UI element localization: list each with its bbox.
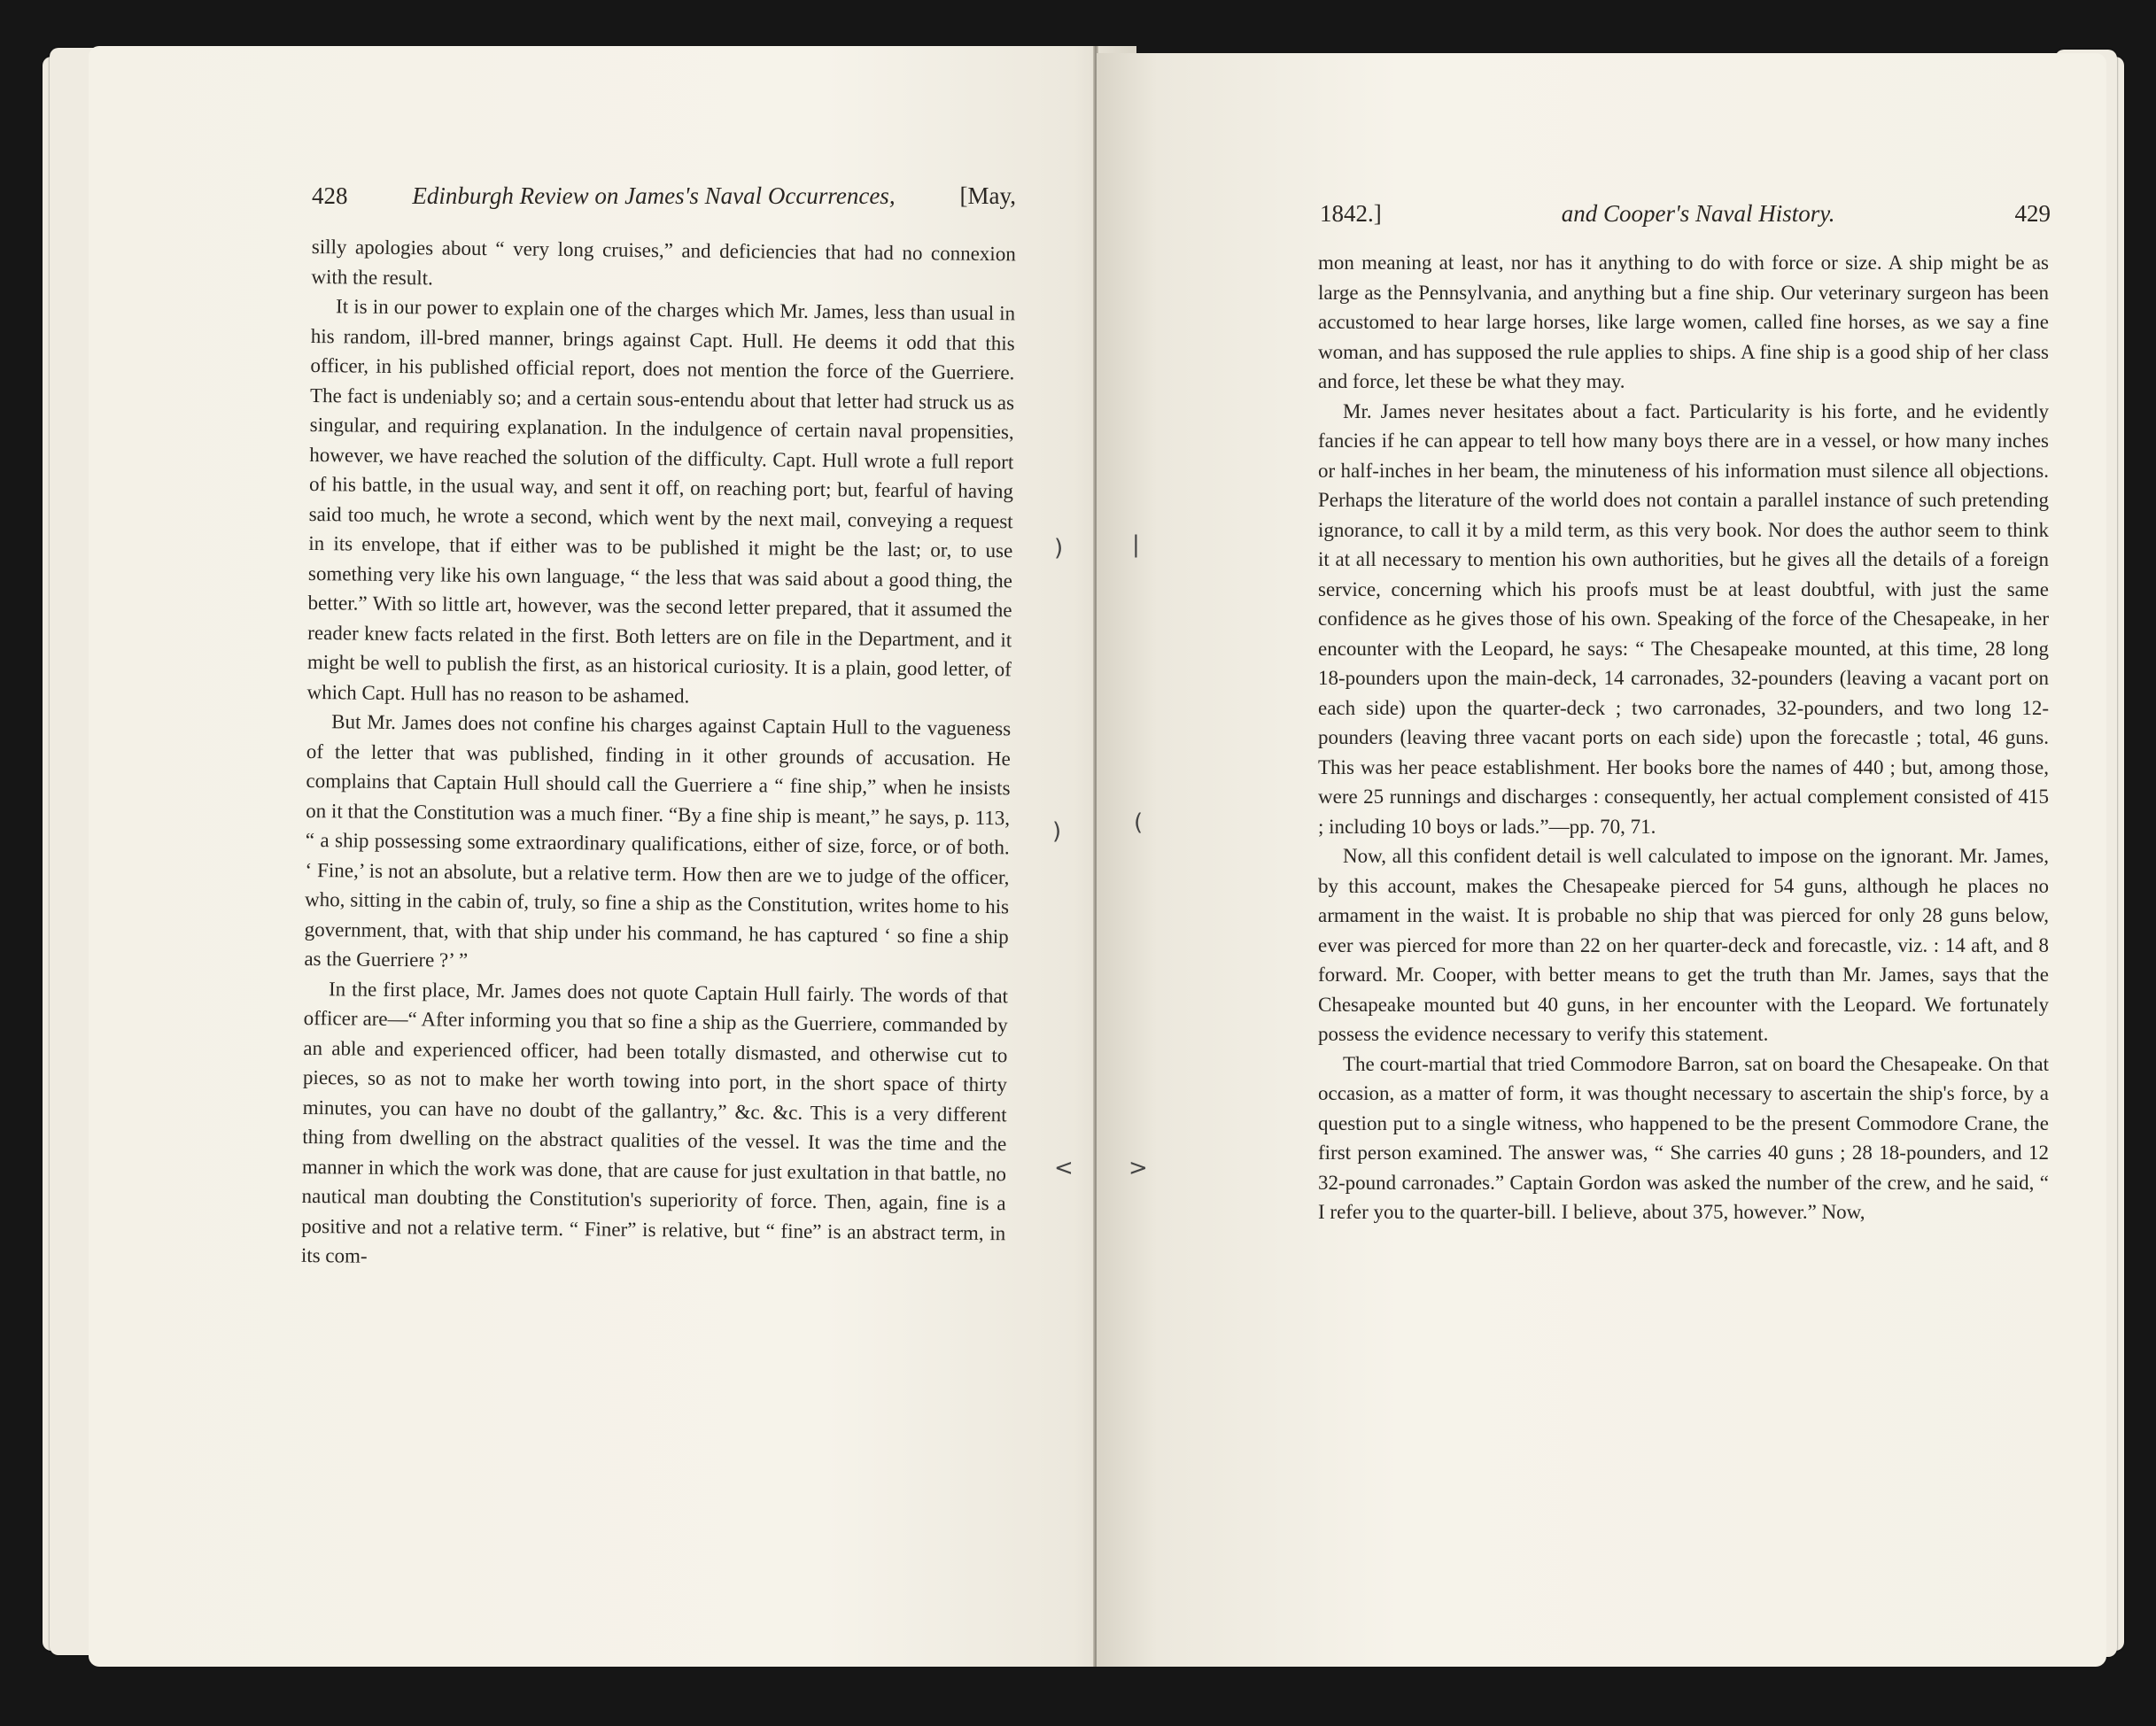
paragraph: Mr. James never hesitates about a fact. Particularity is his forte, and he evidently fancies if he can appear to tell how many boys there are in a vessel, or how many inches or half-inches in her beam, the minuteness of his information must silence all objections. Perhaps the literature of the world does not contain a parallel instance of such pretending ignorance, to call it by a mild term, as this very book. Nor does the author seem to think it at all necessary to mention his own authorities, but he gives all the details of a foreign service, concerning which his proofs must be at least doubtful, with just the same confidence as he gives those of his own. Speaking of the force of the Chesapeake, in her encounter with the Leopard, he says: “ The Chesapeake mounted, at this time, 28 long 18-pounders upon the main-deck, 14 carronades, 32-pounders (leaving a vacant port on each side) upon the quarter-deck ; two carronades, 32-pounders, and two long 12-pounders (leaving three vacant ports on each side) upon the forecastle ; total, 46 guns. This was her peace establishment. Her books bore the names of 440 ; but, among those, were 25 runnings and discharges : consequently, her actual complement consisted of 415 ; including 10 boys or lads.”—pp. 70, 71. xyxy=(1318,399,2049,838)
left-page-number: 428 xyxy=(312,182,348,209)
binding-thread-mark: ) xyxy=(1054,535,1064,561)
binding-thread-mark: ( xyxy=(1134,809,1144,836)
left-header-date: [May, xyxy=(959,182,1016,209)
paragraph: The court-martial that tried Commodore Barron, sat on board the Chesapeake. On that occasion, as a matter of form, it was thought necessary to ascertain the ship's force, by a question put to a single witness, who happened to be the present Commodore Crane, the first person examined. The answer was, “ She carries 40 guns ; 28 18-pounders, and 12 32-pound carronades.” Captain Gordon was asked the number of the crew, and he said, “ I refer you to the quarter-bill. I believe, about 375, however.” Now, xyxy=(1318,1052,2049,1223)
binding-thread-mark: ) xyxy=(1052,818,1062,845)
paragraph: In the first place, Mr. James does not quote Captain Hull fairly. The words of that officer are—“ After informing you that so fine a ship as the Guerriere, commanded by an able and experienced officer, had been totally dismasted, and otherwise cut to pieces, so as not to make her worth towing into port, in the short space of thirty minutes, you can have no doubt of the gallantry,” &c. &c. This is a very different thing from dwelling on the abstract qualities of the vessel. It was the time and the manner in which the work was done, that are cause for just exultation in that battle, no nautical man doubting the Constitution's superiority of force. Then, again, fine is a positive and not a relative term. “ Finer” is relative, but “ fine” is an abstract term, in its com- xyxy=(300,977,1009,1267)
left-page-body xyxy=(301,232,1016,1278)
paragraph: But Mr. James does not confine his charges against Captain Hull to the vagueness of the letter that was published, finding in it other grounds of accusation. He complains that Captain Hull should call the Guerriere a “ fine ship,” when he insists on it that the Constitution was a much finer. “By a fine ship is meant,” he says, p. 113, “ a ship possessing some extraordinary qualifications, either of size, force, or of both. ‘ Fine,’ is not an absolute, but a relative term. How then are we to judge of the officer, who, sitting in the cabin of, truly, so fine a ship as the Constitution, writes home to his government, that, with that ship under his command, he has captured ‘ so fine a ship as the Guerriere ?’ ” xyxy=(304,710,1012,971)
binding-thread-mark: | xyxy=(1132,531,1140,558)
paragraph: It is in our power to explain one of the charges which Mr. James, less than usual in his random, ill-bred manner, brings against Capt. Hull. He deems it odd that this officer, in his published official report, does not mention the force of the Guerriere. The fact is undeniably so; and a certain sous-entendu about that letter had struck us as singular, and requiring explanation. In the indulgence of certain naval propensities, however, we have reached the solution of the difficulty. Capt. Hull wrote a full report of his battle, in the usual way, and sent it off, on reaching port; but, fearful of having said too much, he wrote a second, which went by the next mail, conveying a request in its envelope, that if either was to be published it might be the last; or, to use something very like his own language, “ the less that was said about a good thing, the better.” With so little art, however, was the second letter prepared, that it assumed the reader knew facts related in the first. Both letters are on file in the Department, and it might be well to publish the first, as an historical curiosity. It is a plain, good letter, of which Capt. Hull has no reason to be ashamed. xyxy=(306,295,1016,707)
book-spread xyxy=(43,39,2129,1673)
right-page-body xyxy=(1318,248,2049,1227)
binding-thread-mark: < xyxy=(1054,1155,1074,1181)
paragraph: Now, all this confident detail is well calculated to impose on the ignorant. Mr. James, by this account, makes the Chesapeake pierced for 54 guns, although he places no armament in the waist. It is probable no ship that was pierced for only 28 guns below, ever was pierced for more than 22 on her quarter-deck and forecastle, viz. : 14 aft, and 8 forward. Mr. Cooper, with better means to get the truth than Mr. James, says that the Chesapeake mounted but 40 guns, in her encounter with the Leopard. We fortunately possess the evidence necessary to verify this statement. xyxy=(1318,845,2049,1045)
paragraph: mon meaning at least, nor has it anything to do with force or size. A ship might be as large as the Pennsylvania, and anything but a fine ship. Our veterinary surgeon has been accustomed to hear large horses, like large women, called fine horses, as we say a fine woman, and has supposed the rule applies to ships. A fine ship is a good ship of her class and force, let these be what they may. xyxy=(1318,252,2049,392)
right-page-header xyxy=(1320,200,2051,228)
left-running-title: Edinburgh Review on James's Naval Occurrences, xyxy=(412,182,896,209)
right-running-title: and Cooper's Naval History. xyxy=(1561,200,1835,227)
right-page-number: 429 xyxy=(2014,200,2051,227)
right-header-date: 1842.] xyxy=(1320,200,1382,227)
left-page xyxy=(89,46,1136,1667)
paragraph: silly apologies about “ very long cruises,” and deficiencies that had no connexion with the result. xyxy=(311,235,1016,289)
binding-thread-mark: > xyxy=(1128,1155,1148,1181)
right-page xyxy=(1097,53,2106,1667)
left-page-header xyxy=(312,182,1016,210)
